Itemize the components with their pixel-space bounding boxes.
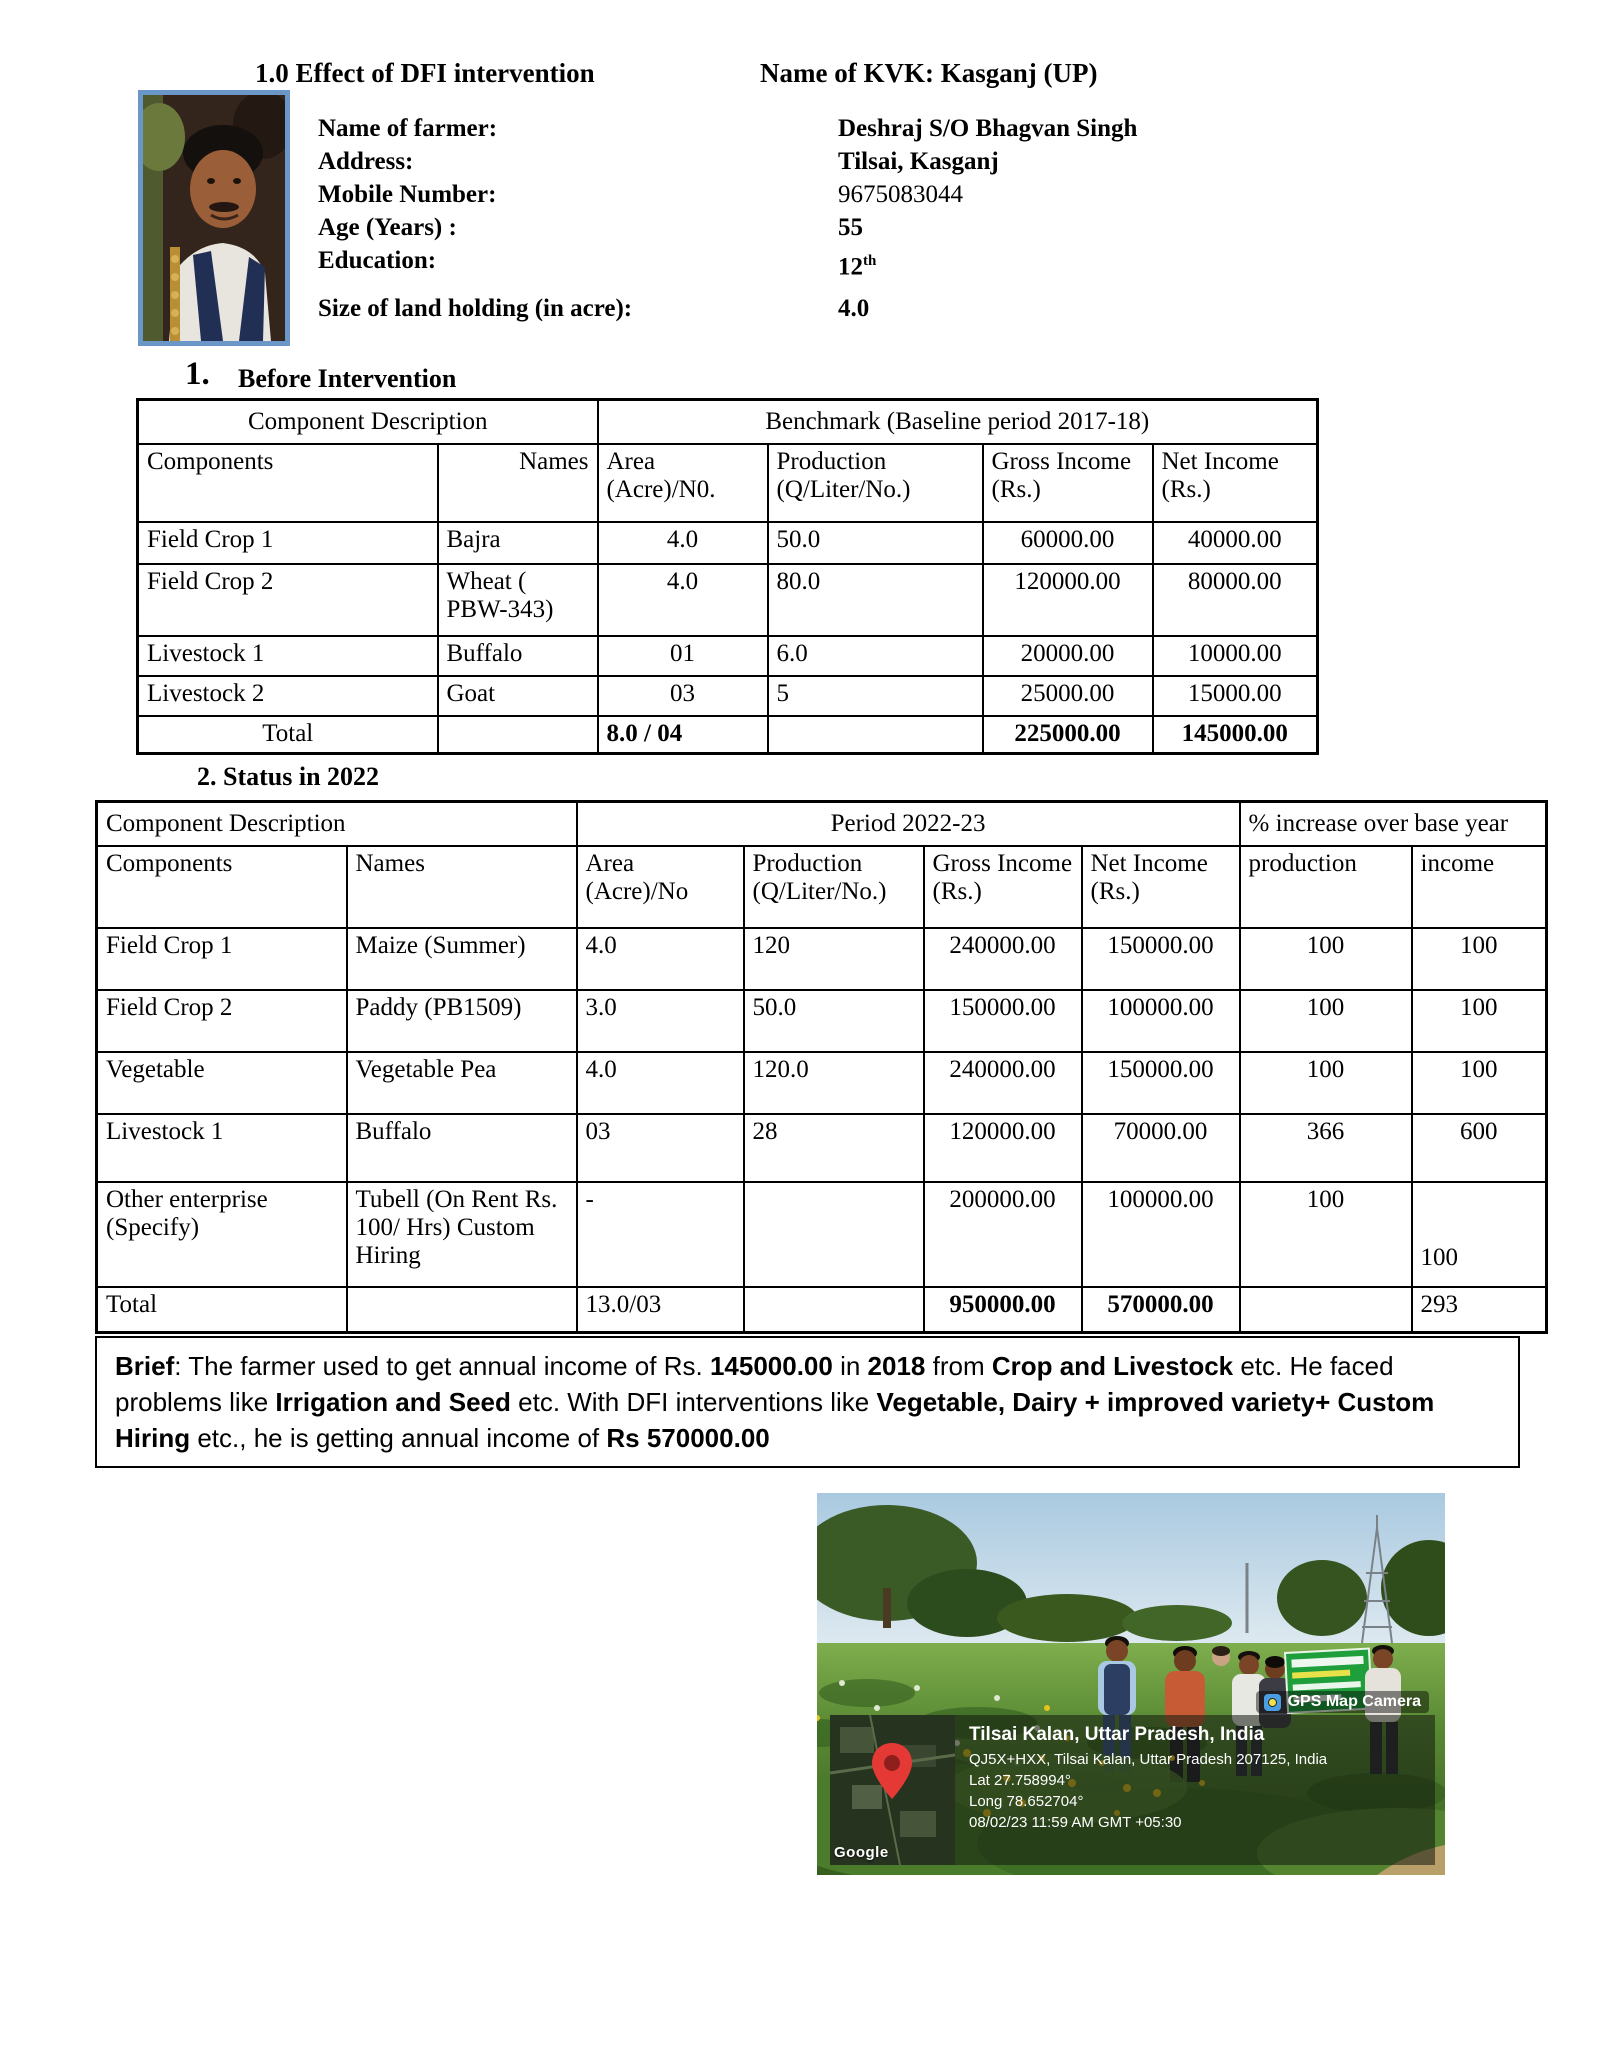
table-cell: 4.0 bbox=[598, 522, 768, 564]
table-cell: Wheat ( PBW-343) bbox=[438, 564, 598, 636]
table-cell: Buffalo bbox=[347, 1114, 577, 1182]
group-header-cell: Benchmark (Baseline period 2017-18) bbox=[598, 400, 1318, 444]
table-cell: 80.0 bbox=[768, 564, 983, 636]
table-cell: 950000.00 bbox=[924, 1287, 1082, 1333]
table-cell: Livestock 1 bbox=[138, 636, 438, 676]
table-cell: 50.0 bbox=[744, 990, 924, 1052]
before-intervention-table bbox=[136, 398, 1319, 755]
brief-summary-box: Brief: The farmer used to get annual income of Rs. 145000.00 in 2018 from Crop and Livestock etc. He faced problems like Irrigation and Seed etc. With DFI interventions like Vegetable, Dairy + improved variety+ Custom Hiring etc., he is getting annual income of Rs 570000.00 bbox=[95, 1336, 1520, 1468]
field-value: 9675083044 bbox=[838, 181, 963, 208]
gps-longitude: Long 78.652704° bbox=[969, 1793, 1084, 1810]
column-header: Net Income (Rs.) bbox=[1153, 444, 1318, 522]
table-cell bbox=[1240, 1287, 1412, 1333]
table-cell: 40000.00 bbox=[1153, 522, 1318, 564]
field-label: Size of land holding (in acre): bbox=[318, 295, 633, 323]
table-cell: 240000.00 bbox=[924, 1052, 1082, 1114]
table-cell: 25000.00 bbox=[983, 676, 1153, 716]
table-cell: Maize (Summer) bbox=[347, 928, 577, 990]
table-row bbox=[138, 676, 1318, 716]
map-thumbnail bbox=[830, 1715, 955, 1865]
table-cell: Other enterprise (Specify) bbox=[97, 1182, 347, 1287]
table-cell: 13.0/03 bbox=[577, 1287, 744, 1333]
table-total-row bbox=[97, 1287, 1547, 1333]
table-cell bbox=[347, 1287, 577, 1333]
table-cell: 20000.00 bbox=[983, 636, 1153, 676]
table-cell bbox=[744, 1182, 924, 1287]
field-row-education bbox=[318, 248, 1418, 280]
table-cell: 100 bbox=[1412, 1182, 1547, 1287]
table-cell: 120.0 bbox=[744, 1052, 924, 1114]
field-row-mobile bbox=[318, 182, 1418, 208]
table-cell: Field Crop 1 bbox=[138, 522, 438, 564]
column-header: Gross Income (Rs.) bbox=[983, 444, 1153, 522]
group-header-cell: Period 2022-23 bbox=[577, 802, 1240, 846]
table-cell: Goat bbox=[438, 676, 598, 716]
table-cell: 8.0 / 04 bbox=[598, 716, 768, 754]
gps-text-block bbox=[955, 1715, 1341, 1865]
table-cell: Field Crop 2 bbox=[97, 990, 347, 1052]
table-cell bbox=[438, 716, 598, 754]
table-cell: Total bbox=[138, 716, 438, 754]
table-cell: 100 bbox=[1240, 928, 1412, 990]
column-header: Gross Income (Rs.) bbox=[924, 846, 1082, 928]
field-row-landholding bbox=[318, 296, 1418, 322]
gps-timestamp: 08/02/23 11:59 AM GMT +05:30 bbox=[969, 1814, 1182, 1831]
group-header-cell: Component Description bbox=[138, 400, 598, 444]
farmer-info bbox=[318, 116, 1418, 329]
column-header: Names bbox=[347, 846, 577, 928]
table-cell: 150000.00 bbox=[1082, 1052, 1240, 1114]
table-cell: 100 bbox=[1240, 1182, 1412, 1287]
gps-badge-label: GPS Map Camera bbox=[1287, 1693, 1421, 1710]
table-cell: 70000.00 bbox=[1082, 1114, 1240, 1182]
field-label: Address: bbox=[318, 148, 414, 175]
table-cell: 60000.00 bbox=[983, 522, 1153, 564]
table-cell: 240000.00 bbox=[924, 928, 1082, 990]
table-cell: 01 bbox=[598, 636, 768, 676]
table-cell bbox=[744, 1287, 924, 1333]
field-label: Age (Years) : bbox=[318, 214, 457, 241]
farmer-portrait-graphic bbox=[143, 95, 285, 341]
column-header: Production (Q/Liter/No.) bbox=[744, 846, 924, 928]
table-group-header bbox=[97, 802, 1547, 846]
table-cell: 5 bbox=[768, 676, 983, 716]
table-cell: Field Crop 1 bbox=[97, 928, 347, 990]
field-label: Name of farmer: bbox=[318, 115, 498, 142]
table-row bbox=[97, 1182, 1547, 1287]
table-cell: 80000.00 bbox=[1153, 564, 1318, 636]
camera-icon bbox=[1264, 1694, 1281, 1711]
table-cell: - bbox=[577, 1182, 744, 1287]
table-cell: 150000.00 bbox=[1082, 928, 1240, 990]
gps-address: QJ5X+HXX, Tilsai Kalan, Uttar Pradesh 207125, India bbox=[969, 1751, 1328, 1768]
table-cell: 100 bbox=[1412, 990, 1547, 1052]
table-total-row bbox=[138, 716, 1318, 754]
table-cell: 03 bbox=[577, 1114, 744, 1182]
table-cell: 150000.00 bbox=[924, 990, 1082, 1052]
field-row-age bbox=[318, 215, 1418, 241]
field-value: 4.0 bbox=[838, 295, 870, 323]
table-cell: 100000.00 bbox=[1082, 1182, 1240, 1287]
table-cell: 100000.00 bbox=[1082, 990, 1240, 1052]
field-row-name bbox=[318, 116, 1418, 142]
table-cell: 570000.00 bbox=[1082, 1287, 1240, 1333]
field-label: Education: bbox=[318, 247, 437, 274]
table-cell: 120 bbox=[744, 928, 924, 990]
table-cell: 200000.00 bbox=[924, 1182, 1082, 1287]
section1-heading: Before Intervention bbox=[238, 364, 457, 393]
gps-location-title: Tilsai Kalan, Uttar Pradesh, India bbox=[969, 1724, 1265, 1745]
table-cell: 50.0 bbox=[768, 522, 983, 564]
table-cell: 6.0 bbox=[768, 636, 983, 676]
table-column-header bbox=[138, 444, 1318, 522]
kvk-title: Name of KVK: Kasganj (UP) bbox=[760, 58, 1098, 88]
column-header: income bbox=[1412, 846, 1547, 928]
section1-number: 1. bbox=[185, 356, 210, 392]
table-cell: 100 bbox=[1240, 1052, 1412, 1114]
table-cell: Vegetable bbox=[97, 1052, 347, 1114]
field-value: Deshraj S/O Bhagvan Singh bbox=[838, 115, 1138, 142]
section2-heading: 2. Status in 2022 bbox=[197, 762, 380, 791]
table-cell: Vegetable Pea bbox=[347, 1052, 577, 1114]
page-title: 1.0 Effect of DFI intervention bbox=[255, 58, 595, 88]
table-cell: 15000.00 bbox=[1153, 676, 1318, 716]
column-header: Names bbox=[438, 444, 598, 522]
table-cell: Bajra bbox=[438, 522, 598, 564]
table-cell: 03 bbox=[598, 676, 768, 716]
table-row bbox=[138, 522, 1318, 564]
table-cell: 366 bbox=[1240, 1114, 1412, 1182]
table-cell: 145000.00 bbox=[1153, 716, 1318, 754]
table-cell: 100 bbox=[1412, 1052, 1547, 1114]
table-cell: 120000.00 bbox=[924, 1114, 1082, 1182]
gps-overlay bbox=[830, 1715, 1435, 1865]
table-cell: Field Crop 2 bbox=[138, 564, 438, 636]
table-row bbox=[97, 928, 1547, 990]
table-cell bbox=[768, 716, 983, 754]
column-header: Components bbox=[138, 444, 438, 522]
group-header-cell: Component Description bbox=[97, 802, 577, 846]
google-logo: Google bbox=[834, 1844, 889, 1861]
table-cell: Buffalo bbox=[438, 636, 598, 676]
column-header: Net Income (Rs.) bbox=[1082, 846, 1240, 928]
table-cell: 3.0 bbox=[577, 990, 744, 1052]
table-cell: Tubell (On Rent Rs. 100/ Hrs) Custom Hiring bbox=[347, 1182, 577, 1287]
table-cell: Paddy (PB1509) bbox=[347, 990, 577, 1052]
table-cell: Livestock 2 bbox=[138, 676, 438, 716]
table-cell: 120000.00 bbox=[983, 564, 1153, 636]
gps-latitude: Lat 27.758994° bbox=[969, 1772, 1071, 1789]
table-cell: 100 bbox=[1412, 928, 1547, 990]
table-cell: 4.0 bbox=[577, 1052, 744, 1114]
table-column-header bbox=[97, 846, 1547, 928]
table-row bbox=[138, 636, 1318, 676]
person-behind bbox=[1212, 1646, 1230, 1666]
map-graphic bbox=[830, 1715, 955, 1865]
table-cell: 600 bbox=[1412, 1114, 1547, 1182]
table-cell: 28 bbox=[744, 1114, 924, 1182]
table-cell: Livestock 1 bbox=[97, 1114, 347, 1182]
table-cell: 225000.00 bbox=[983, 716, 1153, 754]
face bbox=[190, 150, 256, 228]
table-cell: 293 bbox=[1412, 1287, 1547, 1333]
field-value: Tilsai, Kasganj bbox=[838, 148, 999, 175]
table-row bbox=[138, 564, 1318, 636]
group-header-cell: % increase over base year bbox=[1240, 802, 1547, 846]
table-group-header bbox=[138, 400, 1318, 444]
column-header: Area (Acre)/N0. bbox=[598, 444, 768, 522]
field-row-address bbox=[318, 149, 1418, 175]
field-value: 55 bbox=[838, 214, 863, 241]
table-row bbox=[97, 1114, 1547, 1182]
field-value: 12th bbox=[838, 253, 877, 281]
table-cell: 10000.00 bbox=[1153, 636, 1318, 676]
table-cell: 4.0 bbox=[577, 928, 744, 990]
column-header: Components bbox=[97, 846, 347, 928]
table-cell: 4.0 bbox=[598, 564, 768, 636]
column-header: Area (Acre)/No bbox=[577, 846, 744, 928]
field-photo bbox=[817, 1493, 1445, 1875]
column-header: Production (Q/Liter/No.) bbox=[768, 444, 983, 522]
table-cell: Total bbox=[97, 1287, 347, 1333]
field-label: Mobile Number: bbox=[318, 181, 497, 208]
table-row bbox=[97, 1052, 1547, 1114]
table-cell: 100 bbox=[1240, 990, 1412, 1052]
status-2022-table bbox=[95, 800, 1548, 1334]
gps-badge bbox=[1256, 1691, 1429, 1713]
farmer-photo bbox=[138, 90, 290, 346]
table-row bbox=[97, 990, 1547, 1052]
column-header: production bbox=[1240, 846, 1412, 928]
